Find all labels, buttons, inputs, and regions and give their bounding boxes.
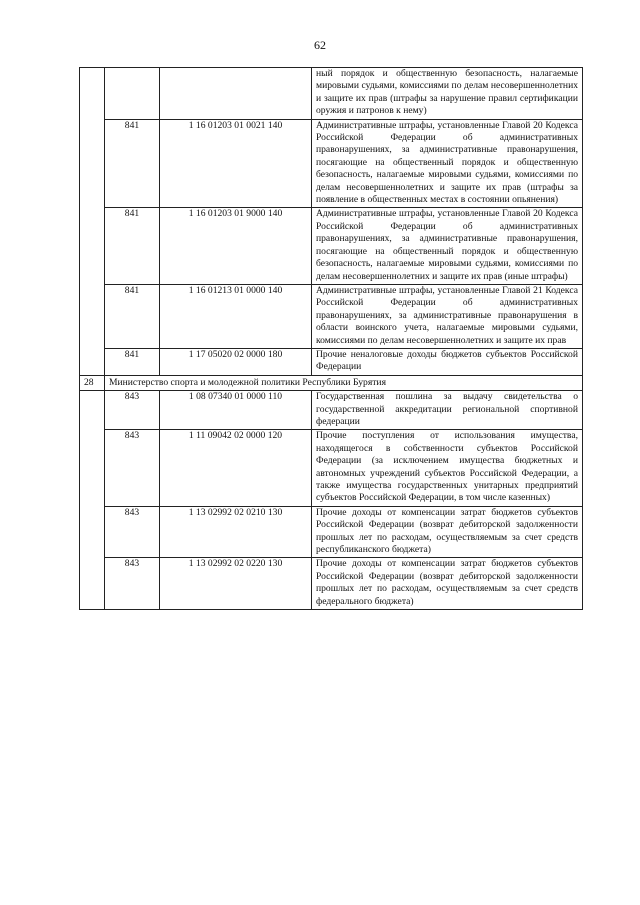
table-row: [80, 391, 583, 430]
ministry-header-row: [80, 375, 583, 390]
table-row: [80, 430, 583, 506]
revenue-name-cell: Государственная пошлина за выдачу свидетельства о государственной аккредитации региональной спортивной федерации: [312, 391, 583, 430]
admin-code-cell: 841: [105, 284, 160, 348]
admin-code-cell: 843: [105, 558, 160, 610]
revenue-name-cell: Административные штрафы, установленные Главой 21 Кодекса Российской Федерации об административных правонарушениях, за административные правонарушения в области воинского учета, налагаемые мировыми судьями, комиссиями по делам несовершеннолетних и защите их прав: [312, 284, 583, 348]
ministry-number: 28: [80, 375, 105, 390]
table-row: [80, 506, 583, 558]
page-number: 62: [314, 38, 326, 52]
revenue-name-cell: Прочие поступления от использования имущества, находящегося в собственности субъектов Российской Федерации (за исключением имущества бюджетных и автономных учреждений субъектов Российской Федерации, а также имущества государственных унитарных предприятий субъектов Российской Федерации, в том числе казенных): [312, 430, 583, 506]
budget-code-cell: 1 16 01213 01 0000 140: [160, 284, 312, 348]
row-number-cell: [80, 391, 105, 610]
admin-code-cell: 841: [105, 119, 160, 208]
revenue-codes-table: [79, 67, 583, 610]
table-row: [80, 348, 583, 375]
admin-code-cell: 843: [105, 506, 160, 558]
budget-code-cell: [160, 68, 312, 120]
revenue-name-cell: ный порядок и общественную безопасность, налагаемые мировыми судьями, комиссиями по делам несовершеннолетних и защите их прав (штрафы за нарушение правил сертификации оружия и патронов к нему): [312, 68, 583, 120]
table-row: [80, 284, 583, 348]
budget-code-cell: 1 17 05020 02 0000 180: [160, 348, 312, 375]
admin-code-cell: 843: [105, 391, 160, 430]
admin-code-cell: 841: [105, 208, 160, 284]
table-row: [80, 558, 583, 610]
budget-code-cell: 1 16 01203 01 0021 140: [160, 119, 312, 208]
row-number-cell: [80, 68, 105, 376]
admin-code-cell: 841: [105, 348, 160, 375]
table-row: [80, 68, 583, 120]
revenue-name-cell: Прочие неналоговые доходы бюджетов субъектов Российской Федерации: [312, 348, 583, 375]
admin-code-cell: [105, 68, 160, 120]
budget-code-cell: 1 16 01203 01 9000 140: [160, 208, 312, 284]
revenue-name-cell: Административные штрафы, установленные Главой 20 Кодекса Российской Федерации об административных правонарушениях, за административные правонарушения, посягающие на общественный порядок и общественную безопасность, налагаемые мировыми судьями, комиссиями по делам несовершеннолетних и защите их прав (иные штрафы): [312, 208, 583, 284]
revenue-name-cell: Административные штрафы, установленные Главой 20 Кодекса Российской Федерации об административных правонарушениях, за административные правонарушения, посягающие на общественный порядок и общественную безопасность, налагаемые мировыми судьями, комиссиями по делам несовершеннолетних и защите их прав (штрафы за появление в общественных местах в состоянии опьянения): [312, 119, 583, 208]
budget-code-cell: 1 11 09042 02 0000 120: [160, 430, 312, 506]
budget-code-cell: 1 08 07340 01 0000 110: [160, 391, 312, 430]
admin-code-cell: 843: [105, 430, 160, 506]
budget-code-cell: 1 13 02992 02 0210 130: [160, 506, 312, 558]
budget-code-cell: 1 13 02992 02 0220 130: [160, 558, 312, 610]
table-row: [80, 119, 583, 208]
revenue-name-cell: Прочие доходы от компенсации затрат бюджетов субъектов Российской Федерации (возврат дебиторской задолженности прошлых лет по расходам, осуществляемым за счет средств республиканского бюджета): [312, 506, 583, 558]
ministry-name: Министерство спорта и молодежной политики Республики Бурятия: [105, 375, 583, 390]
table-row: [80, 208, 583, 284]
revenue-name-cell: Прочие доходы от компенсации затрат бюджетов субъектов Российской Федерации (возврат дебиторской задолженности прошлых лет по расходам, осуществляемым за счет средств федерального бюджета): [312, 558, 583, 610]
